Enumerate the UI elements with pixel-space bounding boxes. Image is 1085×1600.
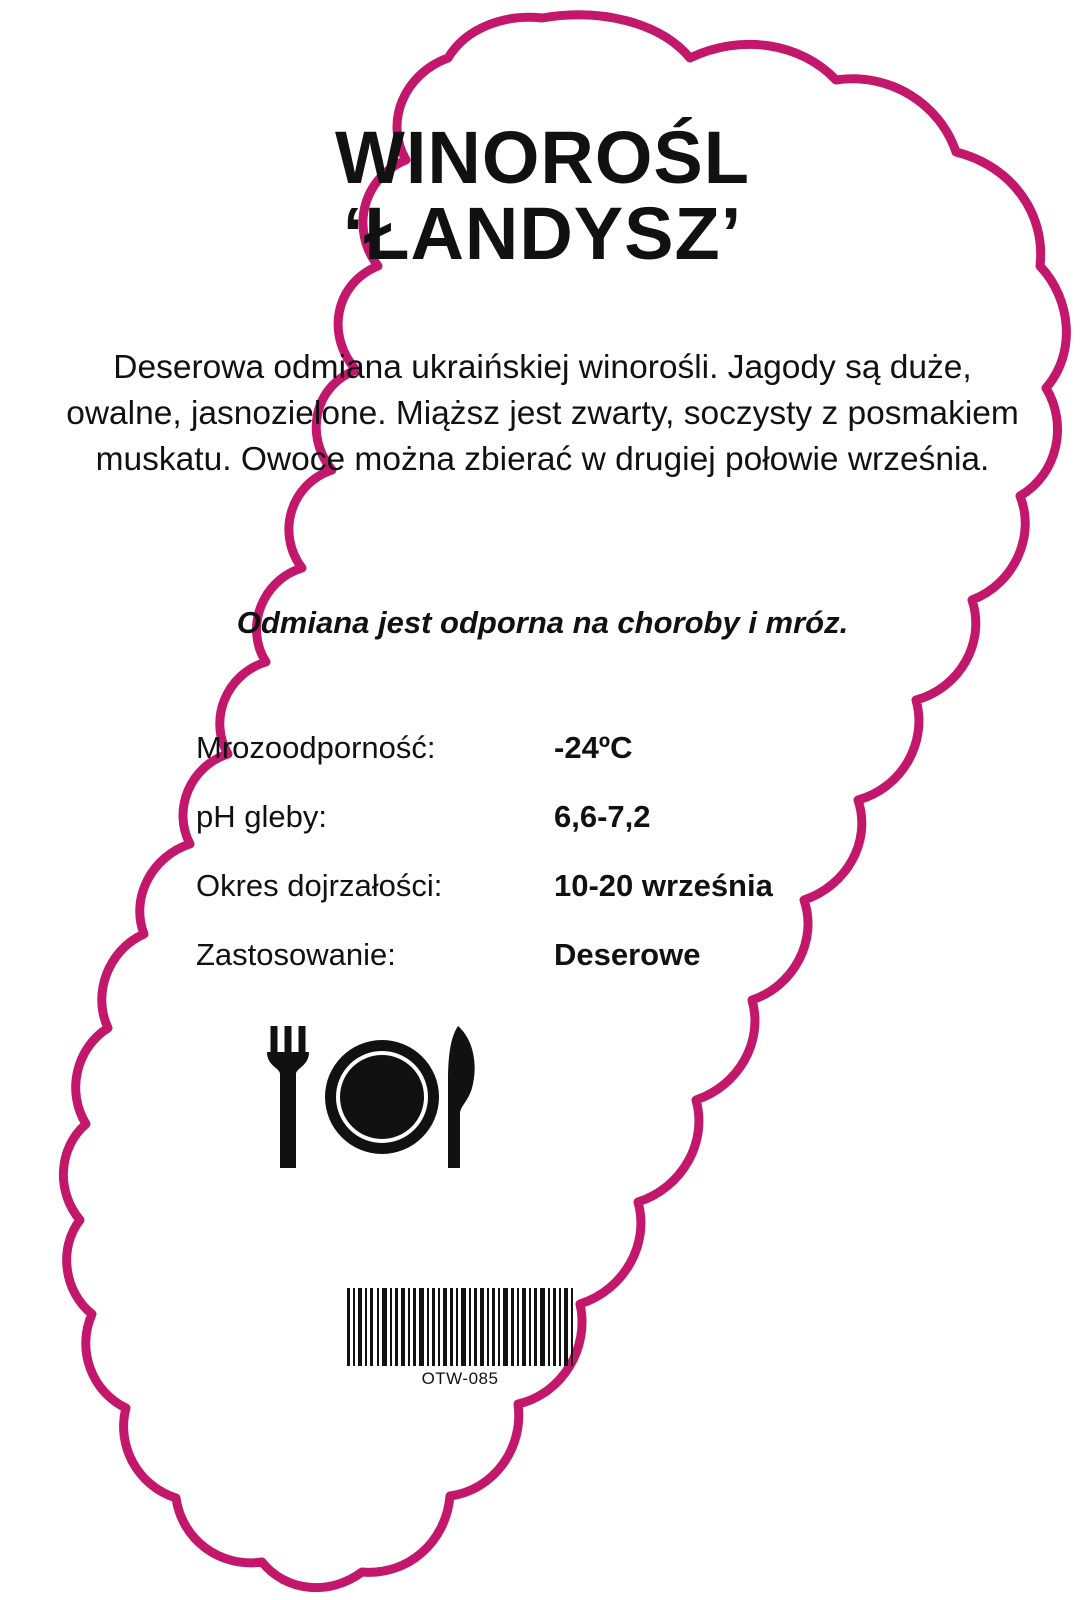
- spec-row: [196, 799, 896, 868]
- spec-row: [196, 868, 896, 937]
- spec-value-usage: Deserowe: [554, 937, 701, 972]
- page-title: [0, 116, 1085, 276]
- cutlery-plate-icon: [262, 1022, 492, 1172]
- description-text: Deserowa odmiana ukraińskiej winorośli. Jagody są duże, owalne, jasnozielone. Miąższ jest zwarty, soczysty z posmakiem muskatu. Owoce można zbierać w drugiej połowie września.: [66, 349, 1019, 479]
- spec-value-soil-ph: 6,6-7,2: [554, 799, 651, 834]
- title-line-primary: WINOROŚL: [335, 116, 750, 199]
- spec-row: [196, 730, 896, 799]
- barcode-block: [345, 1288, 575, 1389]
- barcode-icon: [345, 1288, 575, 1366]
- title-line-variety: ‘ŁANDYSZ’: [342, 192, 743, 276]
- specifications-list: [196, 730, 896, 1006]
- highlight-text: Odmiana jest odporna na choroby i mróz.: [236, 605, 849, 640]
- spec-row: [196, 937, 896, 1006]
- spec-value-ripening-period: 10-20 września: [554, 868, 773, 903]
- spec-label-frost-resistance: Mrozoodporność:: [196, 730, 436, 765]
- spec-label-usage: Zastosowanie:: [196, 937, 396, 972]
- spec-value-frost-resistance: -24ºC: [554, 730, 633, 765]
- barcode-code-text: OTW-085: [421, 1369, 499, 1388]
- spec-label-ripening-period: Okres dojrzałości:: [196, 868, 443, 903]
- spec-label-soil-ph: pH gleby:: [196, 799, 327, 834]
